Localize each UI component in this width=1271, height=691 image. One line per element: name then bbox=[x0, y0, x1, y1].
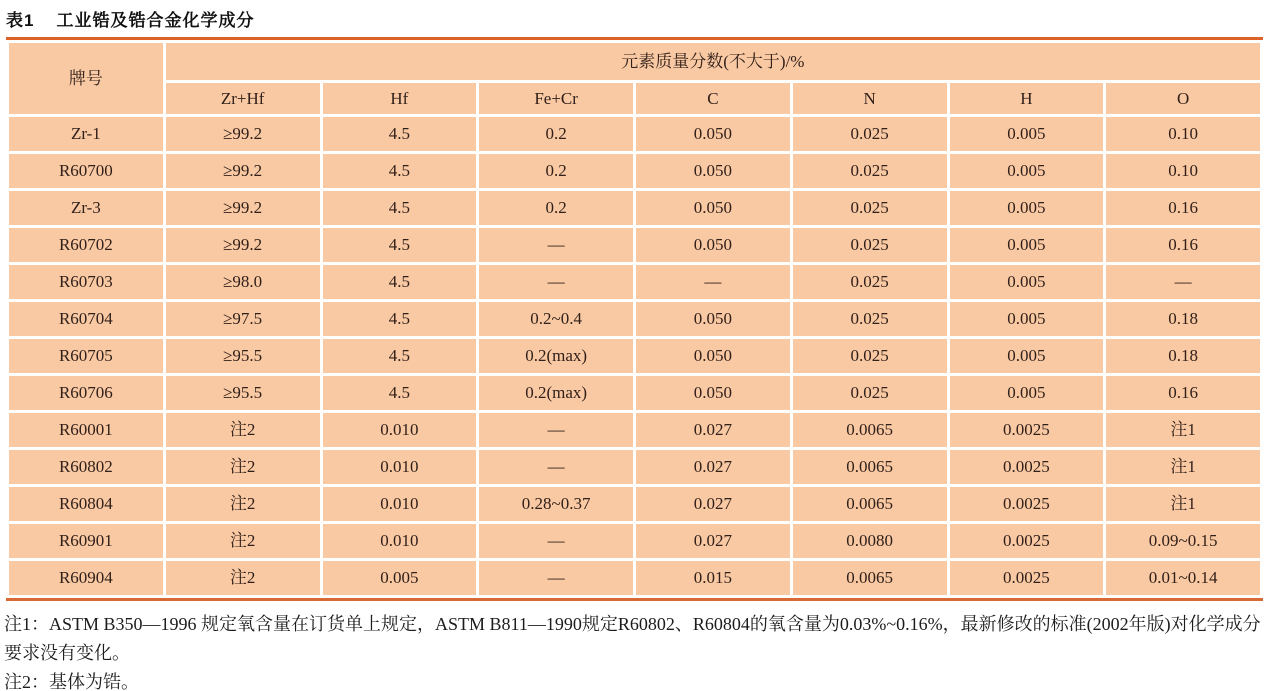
value-cell: 注1 bbox=[1105, 449, 1262, 486]
value-cell: 0.2 bbox=[478, 116, 635, 153]
grade-cell: R60703 bbox=[8, 264, 165, 301]
grade-cell: R60706 bbox=[8, 375, 165, 412]
value-cell: 0.16 bbox=[1105, 375, 1262, 412]
value-cell: 0.10 bbox=[1105, 116, 1262, 153]
value-cell: 0.010 bbox=[321, 412, 478, 449]
value-cell: 0.025 bbox=[791, 190, 948, 227]
note-2: 注2：基体为锆。 bbox=[4, 672, 139, 691]
value-cell: 4.5 bbox=[321, 375, 478, 412]
table-row bbox=[8, 486, 1262, 523]
value-cell: 0.050 bbox=[635, 301, 792, 338]
table-label: 表1 bbox=[6, 11, 35, 30]
column-header-hf: Hf bbox=[321, 82, 478, 116]
value-cell: — bbox=[478, 560, 635, 597]
value-cell: 0.025 bbox=[791, 227, 948, 264]
grade-cell: R60901 bbox=[8, 523, 165, 560]
value-cell: 0.2 bbox=[478, 190, 635, 227]
value-cell: 0.005 bbox=[948, 264, 1105, 301]
value-cell: 0.18 bbox=[1105, 338, 1262, 375]
value-cell: 0.005 bbox=[948, 153, 1105, 190]
value-cell: 0.005 bbox=[948, 227, 1105, 264]
value-cell: 0.010 bbox=[321, 486, 478, 523]
column-header-o: O bbox=[1105, 82, 1262, 116]
grade-cell: R60804 bbox=[8, 486, 165, 523]
value-cell: 0.027 bbox=[635, 486, 792, 523]
value-cell: ≥99.2 bbox=[164, 190, 321, 227]
value-cell: 0.005 bbox=[948, 338, 1105, 375]
corner-header-grade: 牌号 bbox=[8, 42, 165, 116]
value-cell: 0.050 bbox=[635, 338, 792, 375]
value-cell: 0.09~0.15 bbox=[1105, 523, 1262, 560]
table-row bbox=[8, 338, 1262, 375]
value-cell: 0.050 bbox=[635, 190, 792, 227]
value-cell: ≥95.5 bbox=[164, 338, 321, 375]
value-cell: ≥98.0 bbox=[164, 264, 321, 301]
value-cell: 0.0080 bbox=[791, 523, 948, 560]
value-cell: 0.18 bbox=[1105, 301, 1262, 338]
value-cell: 4.5 bbox=[321, 153, 478, 190]
value-cell: 0.2~0.4 bbox=[478, 301, 635, 338]
table-row bbox=[8, 190, 1262, 227]
value-cell: — bbox=[478, 449, 635, 486]
value-cell: 0.025 bbox=[791, 375, 948, 412]
value-cell: 注2 bbox=[164, 412, 321, 449]
table-row bbox=[8, 264, 1262, 301]
table-caption bbox=[0, 0, 1271, 37]
value-cell: 0.2(max) bbox=[478, 375, 635, 412]
value-cell: — bbox=[478, 227, 635, 264]
value-cell: 0.025 bbox=[791, 338, 948, 375]
value-cell: 0.0065 bbox=[791, 486, 948, 523]
value-cell: 0.027 bbox=[635, 412, 792, 449]
value-cell: 注2 bbox=[164, 523, 321, 560]
value-cell: ≥99.2 bbox=[164, 227, 321, 264]
column-header-c: C bbox=[635, 82, 792, 116]
value-cell: 0.005 bbox=[948, 190, 1105, 227]
value-cell: 注1 bbox=[1105, 412, 1262, 449]
value-cell: — bbox=[478, 523, 635, 560]
table-row bbox=[8, 449, 1262, 486]
value-cell: 0.005 bbox=[321, 560, 478, 597]
value-cell: — bbox=[635, 264, 792, 301]
value-cell: — bbox=[478, 264, 635, 301]
value-cell: 0.005 bbox=[948, 375, 1105, 412]
value-cell: 0.010 bbox=[321, 523, 478, 560]
group-header-cell: 元素质量分数(不大于)/% bbox=[164, 42, 1261, 82]
grade-cell: Zr-3 bbox=[8, 190, 165, 227]
value-cell: — bbox=[1105, 264, 1262, 301]
value-cell: 4.5 bbox=[321, 338, 478, 375]
value-cell: 0.050 bbox=[635, 116, 792, 153]
table-body bbox=[8, 116, 1262, 597]
value-cell: 0.0025 bbox=[948, 523, 1105, 560]
grade-cell: R60802 bbox=[8, 449, 165, 486]
column-header-h: H bbox=[948, 82, 1105, 116]
notes bbox=[4, 610, 1265, 691]
value-cell: 0.050 bbox=[635, 227, 792, 264]
value-cell: ≥95.5 bbox=[164, 375, 321, 412]
value-cell: 4.5 bbox=[321, 227, 478, 264]
value-cell: 0.0065 bbox=[791, 412, 948, 449]
value-cell: 4.5 bbox=[321, 190, 478, 227]
value-cell: 0.005 bbox=[948, 301, 1105, 338]
grade-cell: R60700 bbox=[8, 153, 165, 190]
value-cell: 0.0025 bbox=[948, 449, 1105, 486]
grade-cell: R60705 bbox=[8, 338, 165, 375]
value-cell: 注2 bbox=[164, 449, 321, 486]
value-cell: 0.025 bbox=[791, 116, 948, 153]
value-cell: 0.025 bbox=[791, 264, 948, 301]
grade-cell: R60904 bbox=[8, 560, 165, 597]
column-header-row bbox=[8, 82, 1262, 116]
value-cell: 0.050 bbox=[635, 375, 792, 412]
value-cell: 0.025 bbox=[791, 301, 948, 338]
value-cell: ≥97.5 bbox=[164, 301, 321, 338]
table-row bbox=[8, 227, 1262, 264]
table-header-section bbox=[8, 42, 1262, 116]
grade-cell: R60001 bbox=[8, 412, 165, 449]
table-row bbox=[8, 412, 1262, 449]
grade-cell: R60702 bbox=[8, 227, 165, 264]
grade-cell: Zr-1 bbox=[8, 116, 165, 153]
value-cell: 0.28~0.37 bbox=[478, 486, 635, 523]
value-cell: 0.2 bbox=[478, 153, 635, 190]
value-cell: — bbox=[478, 412, 635, 449]
table-row bbox=[8, 523, 1262, 560]
value-cell: 0.005 bbox=[948, 116, 1105, 153]
value-cell: 0.0065 bbox=[791, 449, 948, 486]
note-1: 注1：ASTM B350—1996 规定氧含量在订货单上规定，ASTM B811—1990规定R60802、R60804的氧含量为0.03%~0.16%，最新修改的标准(2002年版)对化学成分要求没有变化。 bbox=[4, 614, 1261, 663]
value-cell: 注2 bbox=[164, 486, 321, 523]
column-header-n: N bbox=[791, 82, 948, 116]
table-row bbox=[8, 560, 1262, 597]
value-cell: 0.015 bbox=[635, 560, 792, 597]
value-cell: 0.0025 bbox=[948, 560, 1105, 597]
value-cell: 0.10 bbox=[1105, 153, 1262, 190]
grade-cell: R60704 bbox=[8, 301, 165, 338]
value-cell: 0.16 bbox=[1105, 227, 1262, 264]
value-cell: 0.2(max) bbox=[478, 338, 635, 375]
value-cell: 注1 bbox=[1105, 486, 1262, 523]
column-header-fe-cr: Fe+Cr bbox=[478, 82, 635, 116]
table-row bbox=[8, 375, 1262, 412]
value-cell: 4.5 bbox=[321, 116, 478, 153]
table-row bbox=[8, 116, 1262, 153]
value-cell: 0.025 bbox=[791, 153, 948, 190]
value-cell: 0.027 bbox=[635, 523, 792, 560]
value-cell: 0.010 bbox=[321, 449, 478, 486]
page-title: 工业锆及锆合金化学成分 bbox=[56, 11, 255, 30]
value-cell: 注2 bbox=[164, 560, 321, 597]
value-cell: 0.16 bbox=[1105, 190, 1262, 227]
value-cell: ≥99.2 bbox=[164, 153, 321, 190]
value-cell: 0.050 bbox=[635, 153, 792, 190]
group-header-row bbox=[8, 42, 1262, 82]
table-row bbox=[8, 301, 1262, 338]
value-cell: ≥99.2 bbox=[164, 116, 321, 153]
value-cell: 0.01~0.14 bbox=[1105, 560, 1262, 597]
value-cell: 0.027 bbox=[635, 449, 792, 486]
table-row bbox=[8, 153, 1262, 190]
value-cell: 4.5 bbox=[321, 301, 478, 338]
value-cell: 0.0025 bbox=[948, 486, 1105, 523]
chemical-composition-table-wrap bbox=[6, 37, 1263, 601]
value-cell: 0.0065 bbox=[791, 560, 948, 597]
chemical-composition-table bbox=[6, 40, 1263, 598]
column-header-zr-hf: Zr+Hf bbox=[164, 82, 321, 116]
value-cell: 4.5 bbox=[321, 264, 478, 301]
value-cell: 0.0025 bbox=[948, 412, 1105, 449]
